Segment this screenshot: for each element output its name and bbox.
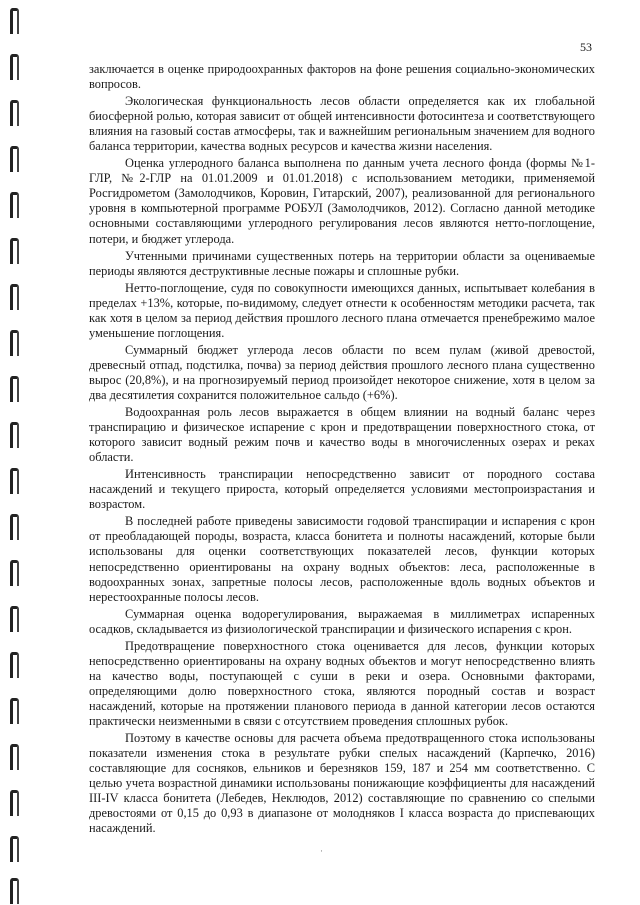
binding-hole — [10, 652, 19, 678]
binding-hole — [10, 100, 19, 126]
page-number: 53 — [580, 40, 592, 54]
binding-hole — [10, 8, 19, 34]
binding-hole — [10, 606, 19, 632]
binding-hole — [10, 878, 19, 904]
binding-hole — [10, 514, 19, 540]
binding-hole — [10, 376, 19, 402]
paragraph: Водоохранная роль лесов выражается в общем влиянии на водный баланс через транспирацию и физическое испарение с крон и предотвращении поверхностного стока, от которого зависит водный режим почв и качество воды в многочисленных озерах и реках области. — [89, 405, 595, 465]
scan-mark: · — [320, 846, 323, 856]
binding-hole — [10, 698, 19, 724]
binding-hole — [10, 468, 19, 494]
binding-hole — [10, 422, 19, 448]
paragraph: Экологическая функциональность лесов области определяется как их глобальной биосферной ролью, которая зависит от общей интенсивности фотосинтеза и соответствующего влияния на газовый состав атмосферы, так и важнейшим региональным значением для водного баланса территории, качества водных ресурсов и качества жизни населения. — [89, 94, 595, 154]
paragraph: В последней работе приведены зависимости годовой транспирации и испарения с крон от преобладающей породы, возраста, класса бонитета и полноты насаждений, которые были использованы для оценки соответствующих показателей лесов, функции которых непосредственно ориентированы на охрану водных объектов: леса, расположенные в водоохранных зонах, запретные полосы лесов, расположенные вдоль водных объектов и нерестоохранные полосы лесов. — [89, 514, 595, 604]
binding-hole — [10, 54, 19, 80]
binding-hole — [10, 284, 19, 310]
paragraph: Предотвращение поверхностного стока оценивается для лесов, функции которых непосредственно ориентированы на охрану водных объектов и могут непосредственно влиять на качество воды, поступающей с суши в реки и озера. Основными факторами, определяющими долю поверхностного стока, являются породный состав и возраст насаждений, которые на протяжении планового периода в данной категории лесов остаются практически неизменными в связи с отсутствием проведения сплошных рубок. — [89, 638, 595, 728]
binding-hole — [10, 836, 19, 862]
document-body — [89, 62, 595, 838]
paragraph: Учтенными причинами существенных потерь на территории области за оцениваемые периоды являются деструктивные лесные пожары и сплошные рубки. — [89, 248, 595, 278]
binding-hole — [10, 744, 19, 770]
binding-hole — [10, 330, 19, 356]
binding-hole — [10, 560, 19, 586]
binding-hole — [10, 238, 19, 264]
paragraph: Суммарный бюджет углерода лесов области по всем пулам (живой древостой, древесный отпад, подстилка, почва) за период действия прошлого лесного плана существенно вырос (20,8%), и на прогнозируемый период произойдет некоторое снижение, хотя в целом за два десятилетия сохранится положительное сальдо (+6%). — [89, 342, 595, 402]
binding-hole — [10, 192, 19, 218]
paragraph: Интенсивность транспирации непосредственно зависит от породного состава насаждений и текущего прироста, который определяется условиями местопроизрастания и возрастом. — [89, 467, 595, 512]
paragraph: Оценка углеродного баланса выполнена по данным учета лесного фонда (формы №1-ГЛР, №2-ГЛР на 01.01.2009 и 01.01.2018) с использованием методики, применяемой Росгидрометом (Замолодчиков, Коровин, Гитарский, 2007), реализованной для регионального уровня в компьютерной программе РОБУЛ (Замолодчиков, 2012). Согласно данной методике основными составляющими углеродного регулирования лесов являются нетто-поглощение, потери, и бюджет углерода. — [89, 156, 595, 246]
binding-hole — [10, 790, 19, 816]
paragraph: Нетто-поглощение, судя по совокупности имеющихся данных, испытывает колебания в пределах +13%, которые, по-видимому, следует отнести к особенностям методики расчета, так как хотя в целом за период действия прошлого лесного плана отмечается пренебрежимо малое уменьшение поглощения. — [89, 280, 595, 340]
paragraph: Суммарная оценка водорегулирования, выражаемая в миллиметрах испаренных осадков, складывается из физиологической транспирации и физического испарения с крон. — [89, 606, 595, 636]
binding-holes — [4, 0, 26, 905]
paragraph: Поэтому в качестве основы для расчета объема предотвращенного стока использованы показатели изменения стока в результате рубки спелых насаждений (Карпечко, 2016) составляющие для сосняков, ельников и березняков 159, 187 и 254 мм соответственно. С целью учета возрастной динамики использованы понижающие коэффициенты для насаждений III-IV класса бонитета (Лебедев, Неклюдов, 2012) составляющие по сравнению со спелыми древостоями от 0,15 до 0,93 в диапазоне от молодняков I класса возраста до приспевающих насаждений. — [89, 731, 595, 836]
binding-hole — [10, 146, 19, 172]
paragraph: заключается в оценке природоохранных факторов на фоне решения социально-экономических вопросов. — [89, 62, 595, 92]
